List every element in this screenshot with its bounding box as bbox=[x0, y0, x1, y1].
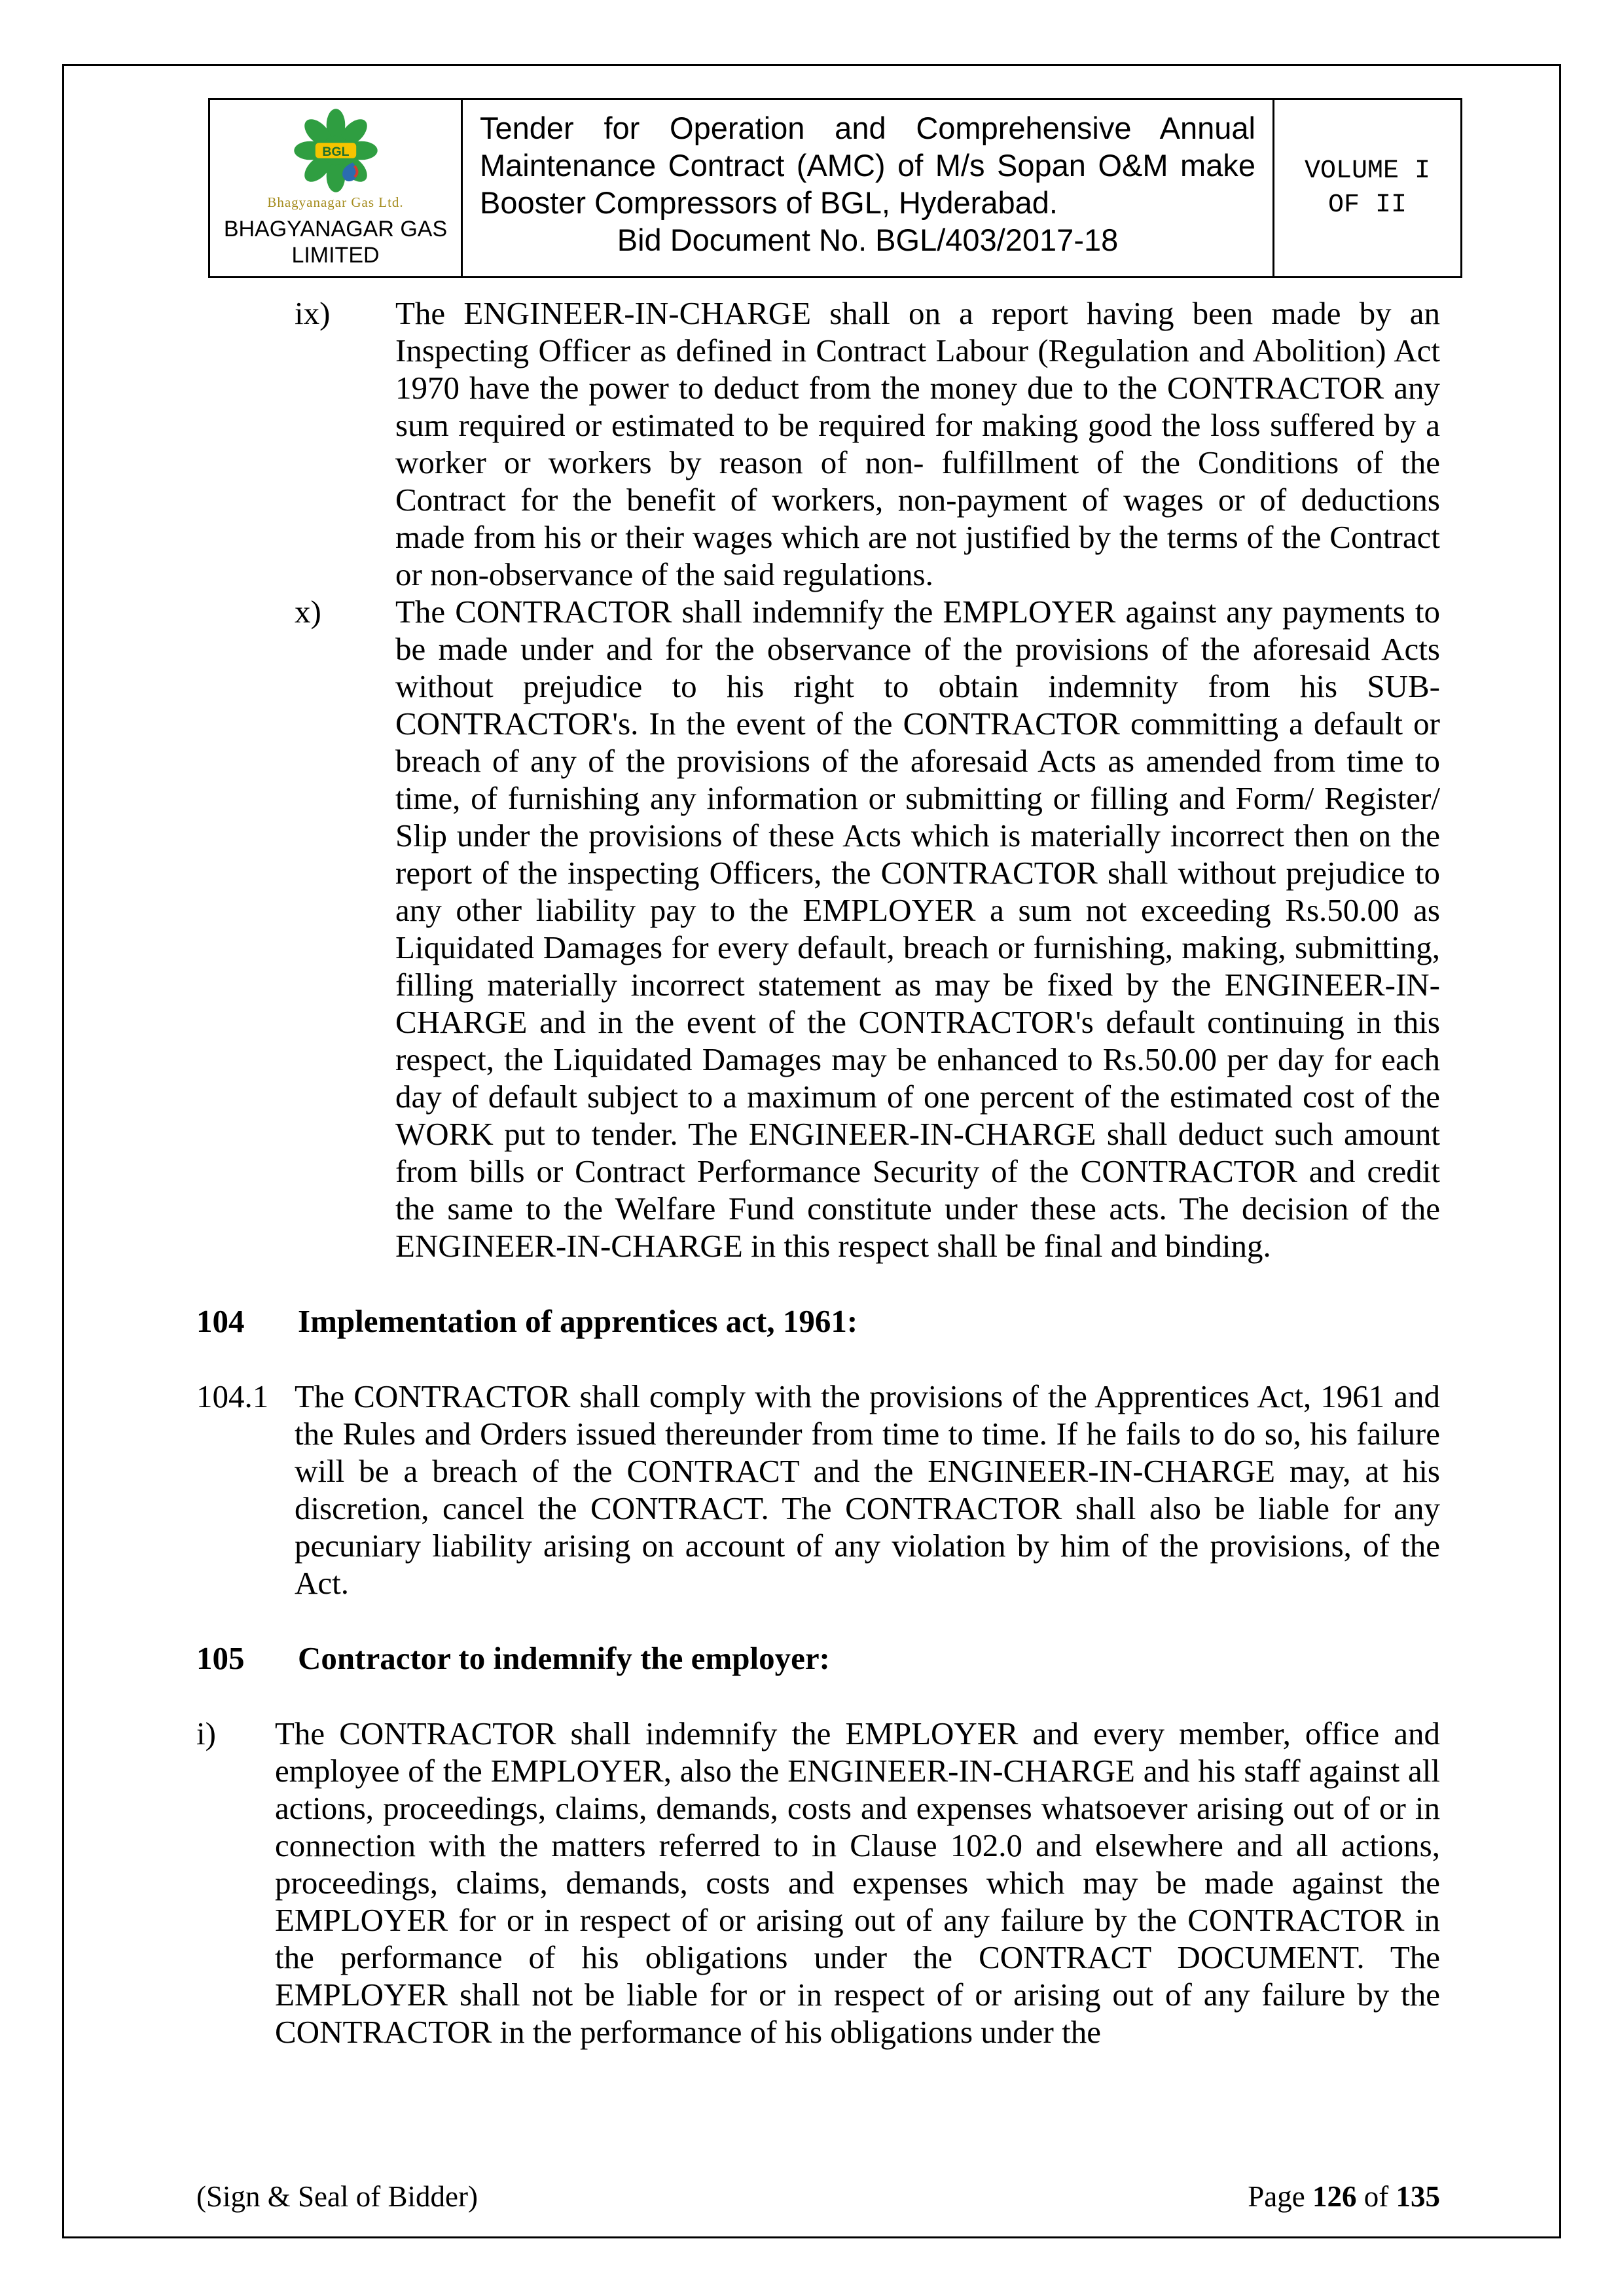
clause-number: 104.1 bbox=[196, 1378, 269, 1414]
bid-document-number: Bid Document No. BGL/403/2017-18 bbox=[617, 223, 1119, 257]
clause-marker: ix) bbox=[295, 295, 331, 331]
sign-seal-note: (Sign & Seal of Bidder) bbox=[196, 2180, 478, 2213]
clause-text: The ENGINEER-IN-CHARGE shall on a report having been made by an Inspecting Officer as defined in Contract Labour (Regulation and Abolition) Act 1970 have the power to deduct from the money due to the CONTRACTOR any sum required or estimated to be required for making good the loss suffered by a worker or workers by reason of non- fulfillment of the Conditions of the Contract for the benefit of workers, non-payment of wages or of deductions made from his or their wages which are not justified by the terms of the Contract or non-observance of the said regulations. bbox=[395, 295, 1440, 592]
clause-item-ix bbox=[196, 295, 1440, 593]
section-heading-104 bbox=[196, 1302, 1440, 1340]
clause-item-i bbox=[196, 1715, 1440, 2051]
document-title: Tender for Operation and Comprehensive Annual Maintenance Contract (AMC) of M/s Sopan O&M make Booster Compressors of BGL, Hyderabad. bbox=[480, 111, 1255, 220]
of-word: of bbox=[1363, 2180, 1389, 2213]
logo-caption: Bhagyanagar Gas Ltd. bbox=[267, 194, 404, 210]
clause-marker: i) bbox=[196, 1715, 216, 1751]
organization-name: BHAGYANAGAR GAS LIMITED bbox=[223, 217, 448, 268]
volume-line-2: OF II bbox=[1327, 190, 1407, 220]
section-heading-105 bbox=[196, 1640, 1440, 1677]
page-number: 126 bbox=[1312, 2180, 1357, 2213]
clause-text: The CONTRACTOR shall indemnify the EMPLOYER and every member, office and employee of the EMPLOYER, also the ENGINEER-IN-CHARGE and his staff against all actions, proceedings, claims, demands, costs and expenses whatsoever arising out of or in connection with the matters referred to in Clause 102.0 and elsewhere and all actions, proceedings, claims, demands, costs and expenses which may be made against the EMPLOYER for or in respect of or arising out of any failure by the CONTRACTOR in the performance of his obligations under the CONTRACT DOCUMENT. The EMPLOYER shall not be liable for or in respect of or arising out of any failure by the CONTRACTOR in the performance of his obligations under the bbox=[275, 1715, 1440, 2050]
clause-text: The CONTRACTOR shall indemnify the EMPLOYER against any payments to be made under and for the observance of the provisions of the aforesaid Acts without prejudice to his right to obtain indemnity from his SUB-CONTRACTOR's. In the event of the CONTRACTOR committing a default or breach of any of the provisions of the aforesaid Acts as amended from time to time, of furnishing any information or submitting or filling and Form/ Register/ Slip under the provisions of these Acts which is materially incorrect then on the report of the inspecting Officers, the CONTRACTOR shall without prejudice to any other liability pay to the EMPLOYER a sum not exceeding Rs.50.00 as Liquidated Damages for every default, breach or furnishing, making, submitting, filling materially incorrect statement as may be fixed by the ENGINEER-IN- CHARGE and in the event of the CONTRACTOR's default continuing in this respect, the Liquidated Damages may be enhanced to Rs.50.00 per day for each day of default subject to a maximum of one percent of the estimated cost of the WORK put to tender. The ENGINEER-IN-CHARGE shall deduct such amount from bills or Contract Performance Security of the CONTRACTOR and credit the same to the Welfare Fund constitute under these acts. The decision of the ENGINEER-IN-CHARGE in this respect shall be final and binding. bbox=[395, 594, 1440, 1264]
section-number: 105 bbox=[196, 1640, 245, 1676]
section-title: Contractor to indemnify the employer: bbox=[298, 1640, 830, 1676]
clause-item-x bbox=[196, 593, 1440, 1265]
volume-line-1: VOLUME I bbox=[1304, 156, 1431, 186]
header-table bbox=[208, 98, 1462, 278]
header-volume-cell bbox=[1274, 100, 1460, 276]
page-word: Page bbox=[1248, 2180, 1305, 2213]
bgl-logo-icon bbox=[293, 108, 378, 193]
page-footer bbox=[196, 2179, 1440, 2214]
svg-text:BGL: BGL bbox=[321, 144, 350, 159]
header-logo-cell bbox=[210, 100, 463, 276]
clause-text: The CONTRACTOR shall comply with the provisions of the Apprentices Act, 1961 and the Rules and Orders issued thereunder from time to time. If he fails to do so, his failure will be a breach of the CONTRACT and the ENGINEER-IN-CHARGE may, at his discretion, cancel the CONTRACT. The CONTRACTOR shall also be liable for any pecuniary liability arising on account of any violation by him of the provisions, of the Act. bbox=[295, 1378, 1440, 1601]
document-body bbox=[196, 295, 1440, 2051]
clause-marker: x) bbox=[295, 594, 321, 630]
header-title-cell bbox=[463, 100, 1274, 276]
clause-104-1 bbox=[196, 1378, 1440, 1602]
section-number: 104 bbox=[196, 1303, 245, 1339]
total-pages: 135 bbox=[1396, 2180, 1440, 2213]
section-title: Implementation of apprentices act, 1961: bbox=[298, 1303, 858, 1339]
page-info bbox=[1248, 2179, 1440, 2214]
